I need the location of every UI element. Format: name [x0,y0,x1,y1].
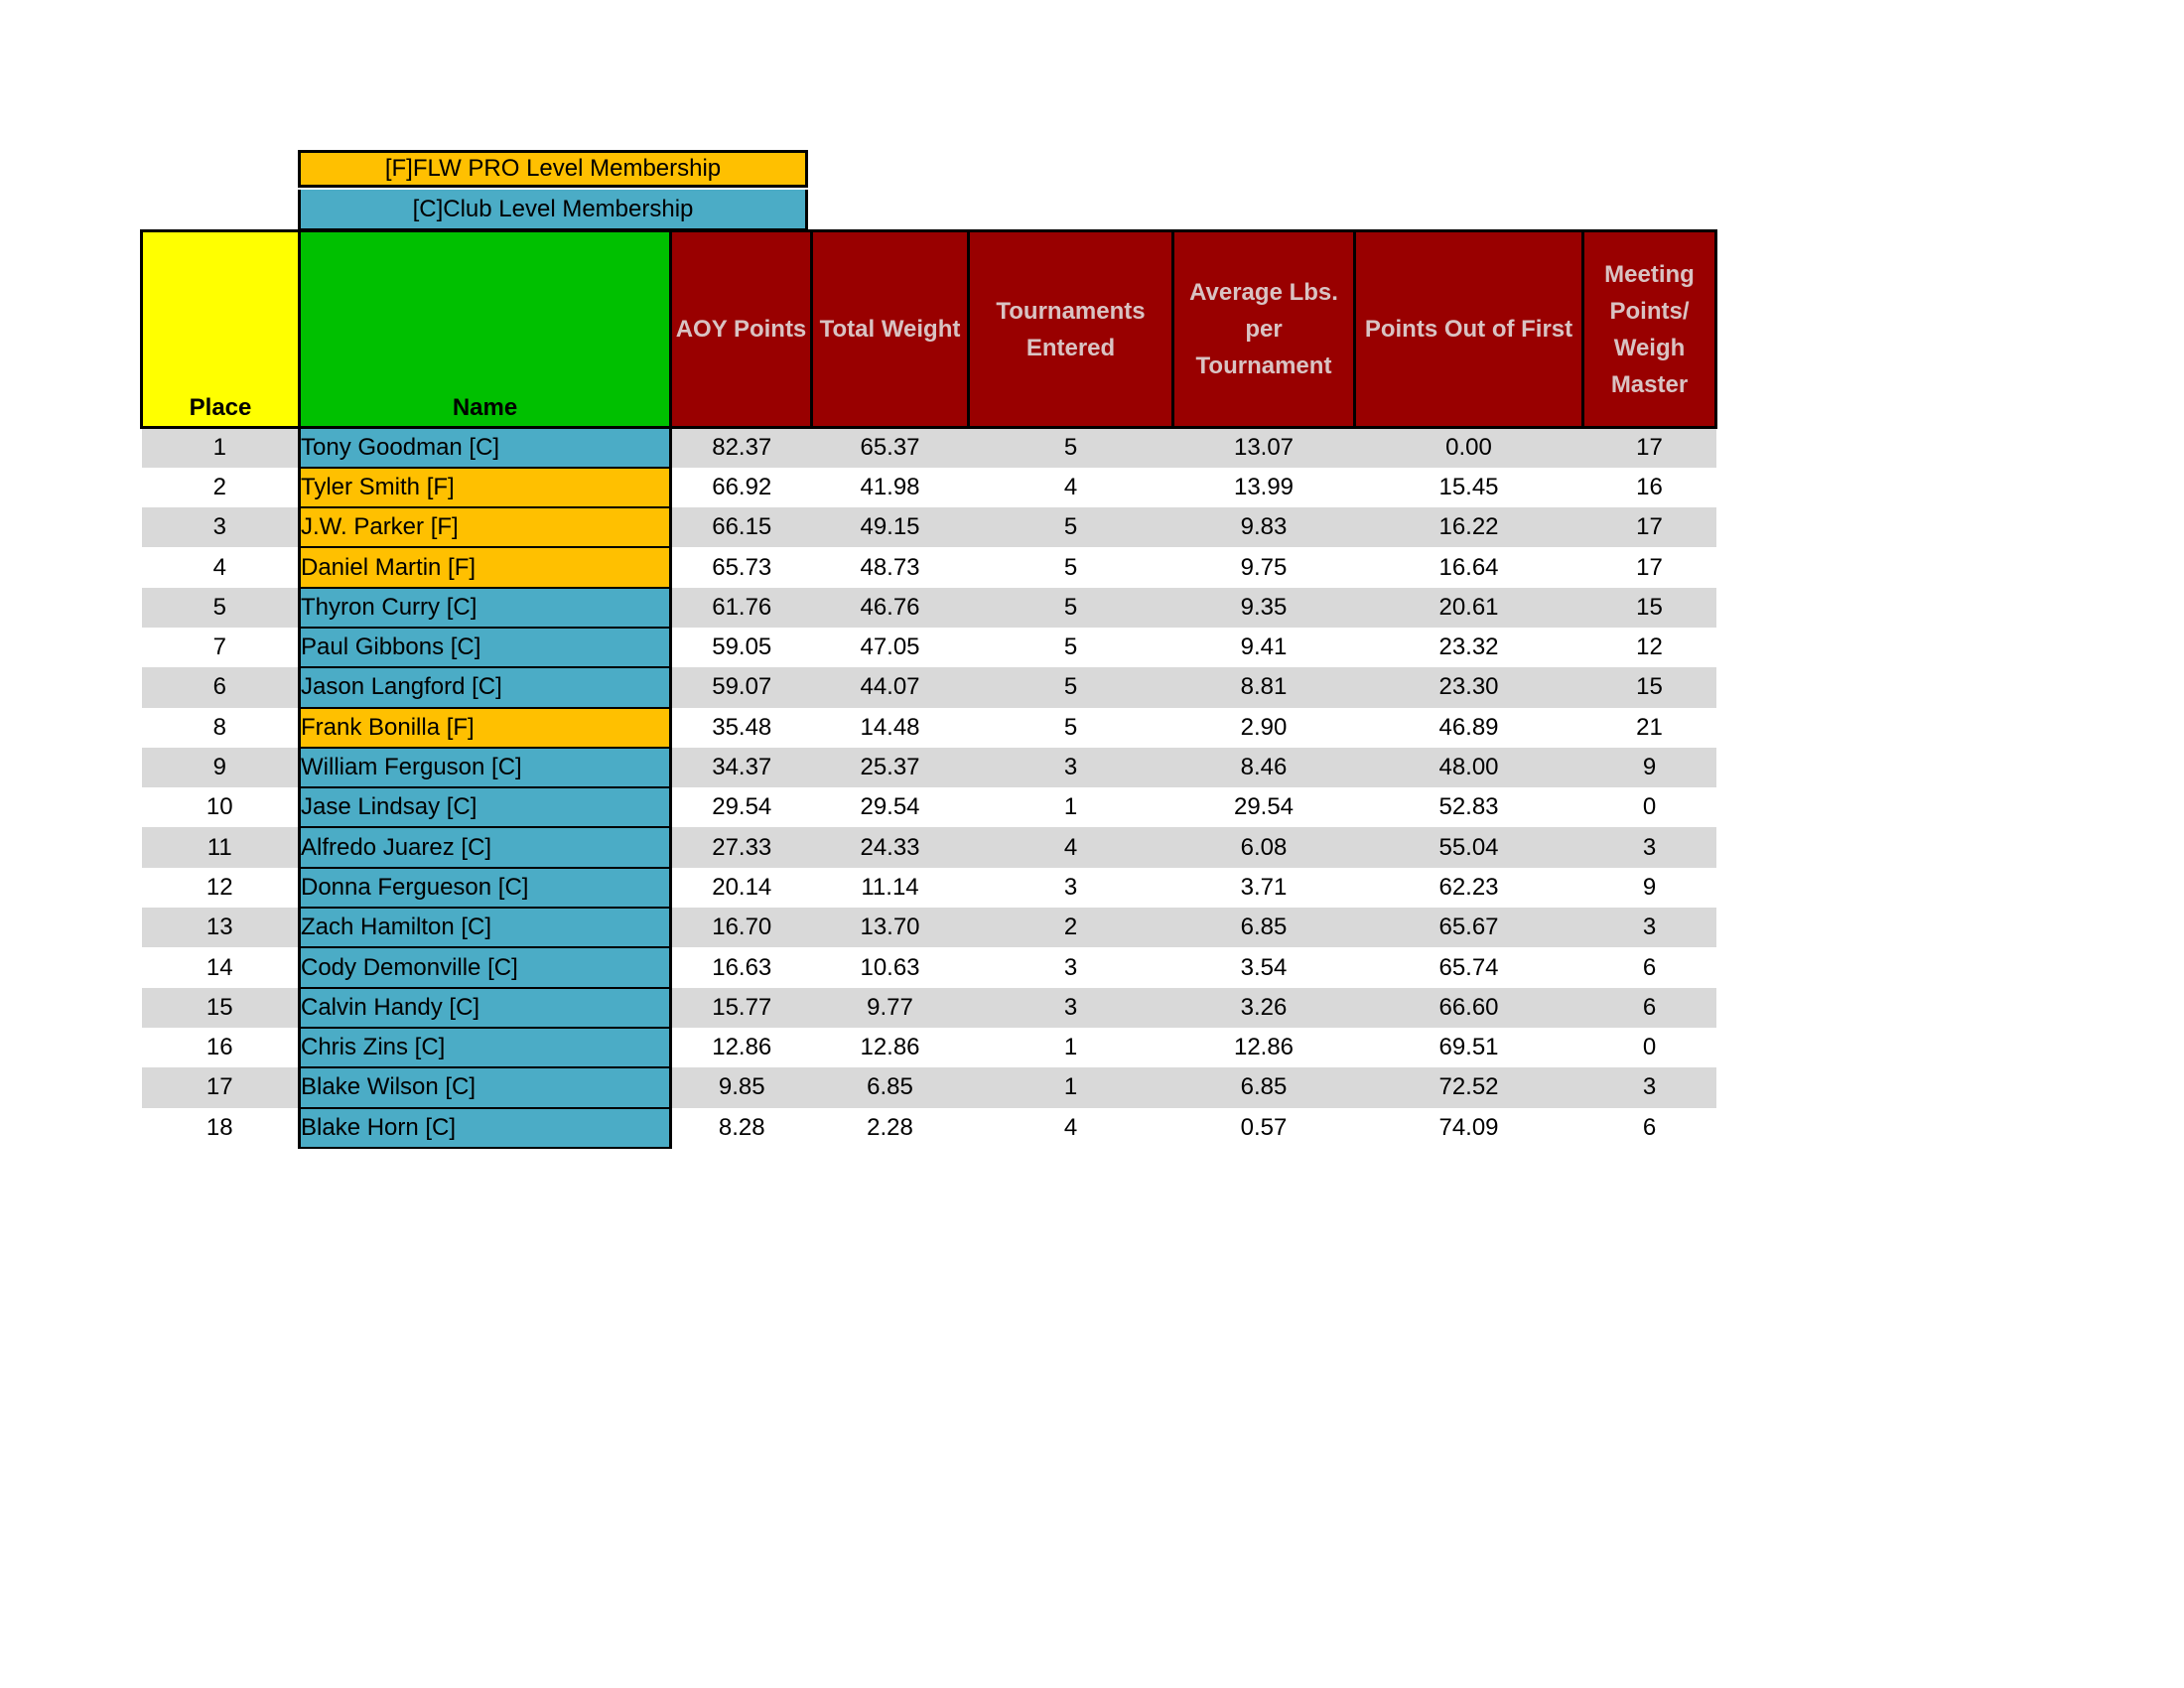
table-row [142,1108,1716,1148]
table-row [142,708,1716,748]
average-lbs-cell: 6.85 [1173,908,1355,947]
points-out-of-first-cell: 74.09 [1355,1108,1583,1148]
meeting-points-cell: 16 [1583,468,1716,507]
tournaments-entered-cell: 4 [969,827,1173,867]
standings-body [142,428,1716,1148]
aoy-points-cell: 61.76 [671,588,812,628]
place-cell: 17 [142,1067,300,1107]
aoy-points-cell: 16.70 [671,908,812,947]
header-meeting-points: Meeting Points/ Weigh Master [1583,231,1716,428]
aoy-points-cell: 66.15 [671,507,812,547]
name-cell: Daniel Martin [F] [300,547,671,587]
name-cell: Cody Demonville [C] [300,947,671,987]
tournaments-entered-cell: 5 [969,628,1173,667]
table-row [142,748,1716,787]
table-row [142,1028,1716,1067]
points-out-of-first-cell: 65.67 [1355,908,1583,947]
aoy-points-cell: 34.37 [671,748,812,787]
table-row [142,787,1716,827]
total-weight-cell: 46.76 [812,588,969,628]
name-cell: William Ferguson [C] [300,748,671,787]
header-tournaments-entered: Tournaments Entered [969,231,1173,428]
place-cell: 18 [142,1108,300,1148]
aoy-points-cell: 16.63 [671,947,812,987]
meeting-points-cell: 15 [1583,667,1716,707]
aoy-points-cell: 29.54 [671,787,812,827]
header-name: Name [300,231,671,428]
total-weight-cell: 11.14 [812,868,969,908]
total-weight-cell: 12.86 [812,1028,969,1067]
average-lbs-cell: 9.41 [1173,628,1355,667]
header-points-out-of-first: Points Out of First [1355,231,1583,428]
tournaments-entered-cell: 5 [969,547,1173,587]
place-cell: 13 [142,908,300,947]
tournaments-entered-cell: 4 [969,1108,1173,1148]
tournaments-entered-cell: 3 [969,988,1173,1028]
name-cell: Jason Langford [C] [300,667,671,707]
legend-club-label: [C]Club Level Membership [412,195,694,222]
aoy-points-cell: 65.73 [671,547,812,587]
aoy-points-cell: 82.37 [671,428,812,468]
tournaments-entered-cell: 3 [969,947,1173,987]
average-lbs-cell: 13.99 [1173,468,1355,507]
place-cell: 4 [142,547,300,587]
total-weight-cell: 41.98 [812,468,969,507]
points-out-of-first-cell: 0.00 [1355,428,1583,468]
aoy-points-cell: 27.33 [671,827,812,867]
name-cell: Zach Hamilton [C] [300,908,671,947]
meeting-points-cell: 3 [1583,827,1716,867]
average-lbs-cell: 6.08 [1173,827,1355,867]
tournaments-entered-cell: 5 [969,708,1173,748]
tournaments-entered-cell: 1 [969,1067,1173,1107]
table-row [142,667,1716,707]
aoy-points-cell: 59.05 [671,628,812,667]
table-row [142,507,1716,547]
legend-flw-pro-membership [298,150,808,188]
header-total-weight: Total Weight [812,231,969,428]
header-place: Place [142,231,300,428]
table-row [142,947,1716,987]
name-cell: Donna Fergueson [C] [300,868,671,908]
tournaments-entered-cell: 3 [969,868,1173,908]
place-cell: 2 [142,468,300,507]
average-lbs-cell: 29.54 [1173,787,1355,827]
total-weight-cell: 24.33 [812,827,969,867]
table-row [142,988,1716,1028]
total-weight-cell: 10.63 [812,947,969,987]
place-cell: 1 [142,428,300,468]
table-row [142,908,1716,947]
tournaments-entered-cell: 5 [969,507,1173,547]
place-cell: 8 [142,708,300,748]
total-weight-cell: 9.77 [812,988,969,1028]
total-weight-cell: 65.37 [812,428,969,468]
aoy-points-cell: 15.77 [671,988,812,1028]
points-out-of-first-cell: 16.22 [1355,507,1583,547]
points-out-of-first-cell: 20.61 [1355,588,1583,628]
average-lbs-cell: 2.90 [1173,708,1355,748]
meeting-points-cell: 9 [1583,868,1716,908]
average-lbs-cell: 9.35 [1173,588,1355,628]
average-lbs-cell: 8.81 [1173,667,1355,707]
points-out-of-first-cell: 65.74 [1355,947,1583,987]
meeting-points-cell: 3 [1583,1067,1716,1107]
table-row [142,547,1716,587]
points-out-of-first-cell: 48.00 [1355,748,1583,787]
average-lbs-cell: 3.71 [1173,868,1355,908]
place-cell: 3 [142,507,300,547]
average-lbs-cell: 3.26 [1173,988,1355,1028]
average-lbs-cell: 3.54 [1173,947,1355,987]
points-out-of-first-cell: 16.64 [1355,547,1583,587]
name-cell: Tyler Smith [F] [300,468,671,507]
name-cell: Blake Horn [C] [300,1108,671,1148]
tournaments-entered-cell: 3 [969,748,1173,787]
average-lbs-cell: 0.57 [1173,1108,1355,1148]
tournaments-entered-cell: 4 [969,468,1173,507]
place-cell: 9 [142,748,300,787]
place-cell: 12 [142,868,300,908]
table-row [142,588,1716,628]
points-out-of-first-cell: 52.83 [1355,787,1583,827]
name-cell: Thyron Curry [C] [300,588,671,628]
meeting-points-cell: 3 [1583,908,1716,947]
tournaments-entered-cell: 5 [969,667,1173,707]
average-lbs-cell: 8.46 [1173,748,1355,787]
place-cell: 11 [142,827,300,867]
points-out-of-first-cell: 69.51 [1355,1028,1583,1067]
header-row [142,231,1716,428]
meeting-points-cell: 17 [1583,547,1716,587]
place-cell: 5 [142,588,300,628]
place-cell: 15 [142,988,300,1028]
aoy-points-cell: 8.28 [671,1108,812,1148]
aoy-points-cell: 66.92 [671,468,812,507]
total-weight-cell: 2.28 [812,1108,969,1148]
meeting-points-cell: 0 [1583,1028,1716,1067]
header-aoy-points: AOY Points [671,231,812,428]
total-weight-cell: 29.54 [812,787,969,827]
name-cell: Blake Wilson [C] [300,1067,671,1107]
tournaments-entered-cell: 1 [969,1028,1173,1067]
tournaments-entered-cell: 1 [969,787,1173,827]
aoy-points-cell: 35.48 [671,708,812,748]
aoy-points-cell: 59.07 [671,667,812,707]
meeting-points-cell: 0 [1583,787,1716,827]
meeting-points-cell: 15 [1583,588,1716,628]
name-cell: J.W. Parker [F] [300,507,671,547]
name-cell: Chris Zins [C] [300,1028,671,1067]
meeting-points-cell: 17 [1583,428,1716,468]
place-cell: 10 [142,787,300,827]
table-row [142,628,1716,667]
tournaments-entered-cell: 5 [969,428,1173,468]
points-out-of-first-cell: 66.60 [1355,988,1583,1028]
meeting-points-cell: 6 [1583,1108,1716,1148]
total-weight-cell: 48.73 [812,547,969,587]
aoy-points-cell: 20.14 [671,868,812,908]
tournaments-entered-cell: 2 [969,908,1173,947]
points-out-of-first-cell: 62.23 [1355,868,1583,908]
total-weight-cell: 49.15 [812,507,969,547]
average-lbs-cell: 9.75 [1173,547,1355,587]
name-cell: Alfredo Juarez [C] [300,827,671,867]
meeting-points-cell: 6 [1583,947,1716,987]
points-out-of-first-cell: 55.04 [1355,827,1583,867]
average-lbs-cell: 13.07 [1173,428,1355,468]
total-weight-cell: 47.05 [812,628,969,667]
meeting-points-cell: 17 [1583,507,1716,547]
table-row [142,1067,1716,1107]
place-cell: 6 [142,667,300,707]
meeting-points-cell: 6 [1583,988,1716,1028]
tournaments-entered-cell: 5 [969,588,1173,628]
meeting-points-cell: 21 [1583,708,1716,748]
name-cell: Jase Lindsay [C] [300,787,671,827]
table-row [142,868,1716,908]
name-cell: Tony Goodman [C] [300,428,671,468]
legend-club-membership [298,190,808,231]
header-average-lbs: Average Lbs. per Tournament [1173,231,1355,428]
average-lbs-cell: 12.86 [1173,1028,1355,1067]
table-row [142,827,1716,867]
aoy-points-cell: 9.85 [671,1067,812,1107]
points-out-of-first-cell: 15.45 [1355,468,1583,507]
points-out-of-first-cell: 23.30 [1355,667,1583,707]
meeting-points-cell: 9 [1583,748,1716,787]
points-out-of-first-cell: 72.52 [1355,1067,1583,1107]
total-weight-cell: 6.85 [812,1067,969,1107]
average-lbs-cell: 6.85 [1173,1067,1355,1107]
total-weight-cell: 14.48 [812,708,969,748]
total-weight-cell: 25.37 [812,748,969,787]
name-cell: Frank Bonilla [F] [300,708,671,748]
legend-flw-label: [F]FLW PRO Level Membership [384,155,722,182]
standings-table [140,229,1717,1149]
average-lbs-cell: 9.83 [1173,507,1355,547]
name-cell: Calvin Handy [C] [300,988,671,1028]
total-weight-cell: 13.70 [812,908,969,947]
table-row [142,428,1716,468]
points-out-of-first-cell: 46.89 [1355,708,1583,748]
aoy-points-cell: 12.86 [671,1028,812,1067]
points-out-of-first-cell: 23.32 [1355,628,1583,667]
meeting-points-cell: 12 [1583,628,1716,667]
place-cell: 14 [142,947,300,987]
place-cell: 16 [142,1028,300,1067]
table-row [142,468,1716,507]
total-weight-cell: 44.07 [812,667,969,707]
place-cell: 7 [142,628,300,667]
name-cell: Paul Gibbons [C] [300,628,671,667]
